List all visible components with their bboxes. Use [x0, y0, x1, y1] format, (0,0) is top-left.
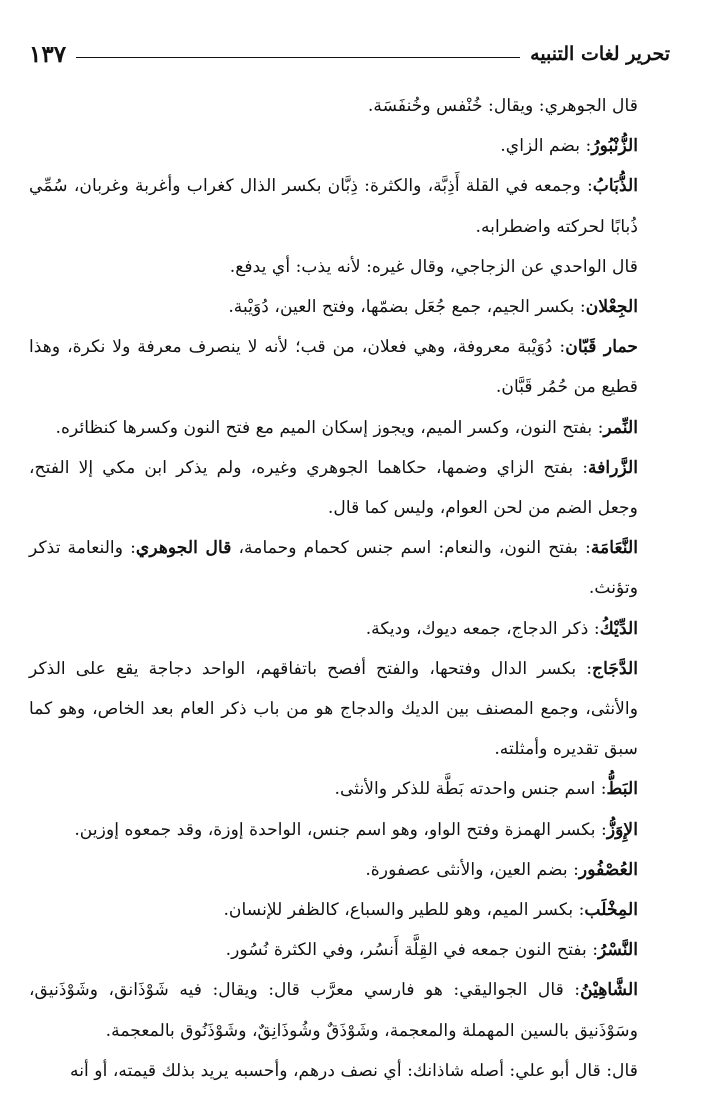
headword: الشَّاهِيْنُ — [580, 980, 638, 1001]
headword: المِخْلَب — [584, 900, 638, 921]
paragraph: البَطُّ: اسم جنس واحدته بَطَّة للذكر والأنثى. — [334, 779, 638, 800]
paragraph: الزُّنْبُورُ: بضم الزاي. — [500, 136, 638, 157]
body-text — [29, 86, 670, 1091]
paragraph: الزَّرافة: بفتح الزاي وضمها، حكاهما الجوهري وغيره، ولم يذكر ابن مكي إلا الفتح، وجعل الضم من لحن العوام، وليس كما قال. — [29, 457, 638, 519]
headword: الدَّجَاج — [592, 658, 638, 679]
headword: الزَّرافة — [587, 457, 638, 478]
paragraph: الإِوَزُّ: بكسر الهمزة وفتح الواو، وهو اسم جنس، الواحدة إوزة، وقد جمعوه إوزين. — [74, 819, 638, 840]
headword: الجِعْلان — [585, 297, 638, 318]
paragraph: قال الجوهري: ويقال: خُنْفس وخُنفَسَة. — [367, 96, 638, 116]
paragraph: الجِعْلان: بكسر الجيم، جمع جُعَل بضمّها، وفتح العين، دُوَيْبة. — [228, 297, 638, 318]
headword: الزُّنْبُورُ — [591, 136, 638, 157]
running-title: تحرير لغات التنبيه — [530, 43, 670, 65]
headword: العُصْفُور — [578, 859, 638, 880]
headword: النِّمر — [603, 417, 638, 438]
paragraph: المِخْلَب: بكسر الميم، وهو للطير والسباع، كالظفر للإنسان. — [223, 900, 638, 921]
paragraph: الذُّبَابُ: وجمعه في القلة أَذِبَّة، والكثرة: ذِبَّان بكسر الذال كغراب وأغربة وغربان، سُمِّي ذُبابًا لحركته واضطرابه. — [29, 176, 638, 237]
headword: حمار قَبّان — [565, 337, 639, 358]
paragraph: حمار قَبّان: دُوَيْبة معروفة، وهي فعلان، من قب؛ لأنه لا ينصرف معرفة ولا نكرة، وهذا قطيع من حُمُر قَبَّان. — [29, 337, 639, 398]
headword: الذُّبَابُ — [592, 176, 638, 197]
headword: الدِّيْكُ — [599, 618, 638, 639]
paragraph: الدَّجَاج: بكسر الدال وفتحها، والفتح أفصح باتفاقهم، الواحد دجاجة يقع على الذكر والأنثى، وجمع المصنف بين الديك والدجاج هو من باب ذكر العام بعد الخاص، وهو كما سبق تقديره وأمثلته. — [29, 658, 638, 760]
paragraph: الدِّيْكُ: ذكر الدجاج، جمعه ديوك، وديكة. — [365, 618, 638, 639]
running-header — [29, 36, 670, 72]
headword: البَطُّ — [606, 779, 638, 800]
paragraph: النَّعَامَة: بفتح النون، والنعام: اسم جنس كحمام وحمامة، قال الجوهري: والنعامة تذكر وتؤنث. — [29, 538, 638, 599]
headword: النَّسْرُ — [597, 940, 638, 961]
quoted-authority: قال الجوهري — [135, 538, 232, 559]
paragraph: العُصْفُور: بضم العين، والأنثى عصفورة. — [365, 859, 638, 880]
headword: الإِوَزُّ — [606, 819, 638, 840]
headword: النَّعَامَة — [590, 538, 638, 559]
paragraph: النِّمر: بفتح النون، وكسر الميم، ويجوز إسكان الميم مع فتح النون وكسرها كنظائره. — [55, 417, 638, 438]
paragraph: الشَّاهِيْنُ: قال الجواليقي: هو فارسي معرَّب قال: ويقال: فيه شَوْذَانق، وشَوْذَنيق، وسَوْذَنيق بالسين المهملة والمعجمة، وشَوْذَقٌ وشُوذَانِقٌ، وشَوْذَنُوق بالمعجمة. — [29, 980, 638, 1041]
paragraph: قال: قال أبو علي: أصله شاذانك: أي نصف درهم، وأحسبه يريد بذلك قيمته، أو أنه — [70, 1060, 638, 1081]
page-number: ١٣٧ — [29, 40, 67, 68]
header-rule — [76, 57, 520, 58]
paragraph: النَّسْرُ: بفتح النون جمعه في القِلَّة أَنسُر، وفي الكثرة نُسُور. — [225, 940, 638, 961]
paragraph: قال الواحدي عن الزجاجي، وقال غيره: لأنه يذب: أي يدفع. — [229, 256, 638, 277]
